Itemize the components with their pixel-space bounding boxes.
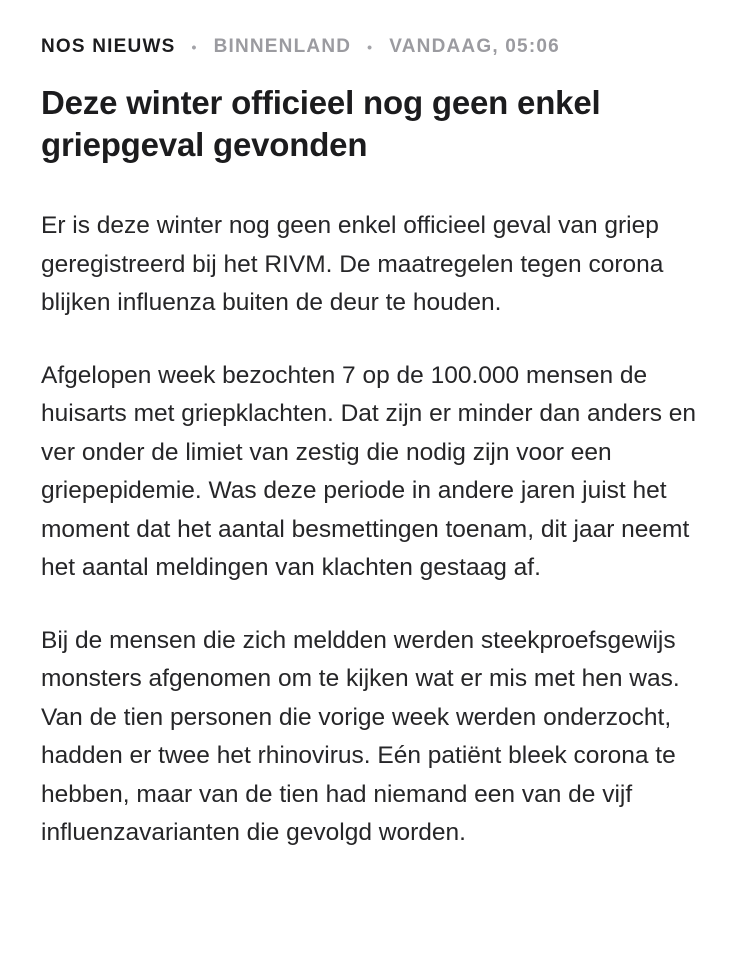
article-meta xyxy=(41,34,721,60)
separator-dot: • xyxy=(191,39,198,55)
separator-dot: • xyxy=(367,39,374,55)
article-headline: Deze winter officieel nog geen enkel griepgeval gevonden xyxy=(41,84,601,163)
timestamp: VANDAAG, 05:06 xyxy=(389,36,560,57)
article xyxy=(41,34,721,853)
article-paragraph: Bij de mensen die zich meldden werden steekproefsgewijs monsters afgenomen om te kijken wat er mis met hen was. Van de tien personen die vorige week werden onderzocht, hadden er twee het rhinovirus. Eén patiënt bleek corona te hebben, maar van de tien had niemand een van de vijf influenzavarianten die gevolgd worden. xyxy=(41,626,680,846)
article-paragraph: Er is deze winter nog geen enkel officieel geval van griep geregistreerd bij het RIVM. De maatregelen tegen corona blijken influenza buiten de deur te houden. xyxy=(41,212,664,316)
article-paragraph: Afgelopen week bezochten 7 op de 100.000 mensen de huisarts met griepklachten. Dat zijn er minder dan anders en ver onder de limiet van zestig die nodig zijn voor een griepepidemie. Was deze periode in andere jaren juist het moment dat het aantal besmettingen toenam, dit jaar neemt het aantal meldingen van klachten gestaag af. xyxy=(41,361,697,581)
category-label[interactable]: BINNENLAND xyxy=(213,36,352,57)
source-label[interactable]: NOS NIEUWS xyxy=(41,36,176,57)
